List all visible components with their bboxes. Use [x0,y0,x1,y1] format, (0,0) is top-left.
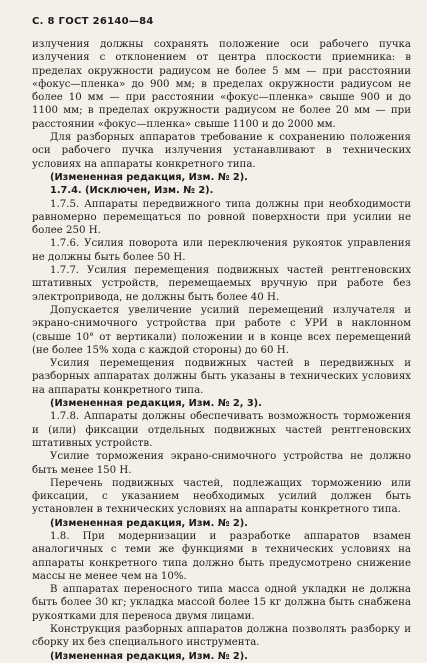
paragraph: Усилия перемещения подвижных частей в передвижных и разборных аппаратах должны быть указаны в технических условиях на аппараты конкретного типа. [32,358,411,396]
amendment-note: (Измененная редакция, Изм. № 2, 3). [50,398,262,410]
paragraph: В аппаратах переносного типа масса одной укладки не должна быть более 30 кг; укладка массой более 15 кг должна быть снабжена рукоятками для переноса двумя лицами. [32,584,411,622]
clause-excluded: 1.7.4. (Исключен, Изм. № 2). [50,185,214,197]
paragraph: Для разборных аппаратов требование к сохранению положения оси рабочего пучка излучения устанавливают в технических условиях на аппараты конкретного типа. [32,132,411,170]
clause-1-7-5: 1.7.5. Аппараты передвижного типа должны при необходимости равномерно перемещаться по ровной поверхности при усилии не более 250 Н. [32,198,411,237]
page-header: С. 8 ГОСТ 26140—84 [32,16,154,27]
paragraph: Усилие торможения экрано-снимочного устройства не должно быть менее 150 Н. [32,451,411,476]
amendment-note: (Измененная редакция, Изм. № 2). [50,517,248,529]
clause-1-8: 1.8. При модернизации и разработке аппаратов взамен аналогичных с теми же функциями в технических условиях на аппараты конкретного типа должно быть предусмотрено снижение массы не менее чем на 10%. [32,530,411,582]
paragraph: Перечень подвижных частей, подлежащих торможению или фиксации, с указанием необходимых усилий должен быть установлен в технических условиях на аппараты конкретного типа. [32,477,411,516]
clause-1-7-6: 1.7.6. Усилия поворота или переключения рукояток управления не должны быть более 50 Н. [32,238,411,263]
clause-1-7-7: 1.7.7. Усилия перемещения подвижных частей рентгеновских штативных устройств, перемещаемых вручную при работе без электропривода, не должны быть более 40 Н. [32,265,411,303]
amendment-note: (Измененная редакция, Изм. № 2). [50,171,248,183]
paragraph: Допускается увеличение усилий перемещений излучателя и экрано-снимочного устройства при работе с УРИ в наклонном (свыше 10° от вертикали) положении и в конце всех перемещений (не более 15% хода с каждой стороны) до 60 Н. [32,304,411,356]
clause-1-7-8: 1.7.8. Аппараты должны обеспечивать возможность торможения и (или) фиксации отдельных подвижных частей рентгеновских штативных устройств. [32,411,411,449]
paragraph-continuation: излучения должны сохранять положение оси рабочего пучка излучения с отклонением от центра плоскости приемника: в пределах окружности радиусом не более 5 мм — при расстоянии «фокус—пленка» до 900 мм; в пределах окружности радиусом не более 10 мм — при расстоянии «фокус—пленка» свыше 900 и до 1100 мм; в пределах окружности радиусом не более 20 мм — при расстоянии «фокус—пленка» свыше 1100 и до 2000 мм. [32,39,411,130]
document-body [32,38,411,663]
paragraph: Конструкция разборных аппаратов должна позволять разборку и сборку их без специального инструмента. [32,624,411,649]
amendment-note: (Измененная редакция, Изм. № 2). [50,650,248,662]
